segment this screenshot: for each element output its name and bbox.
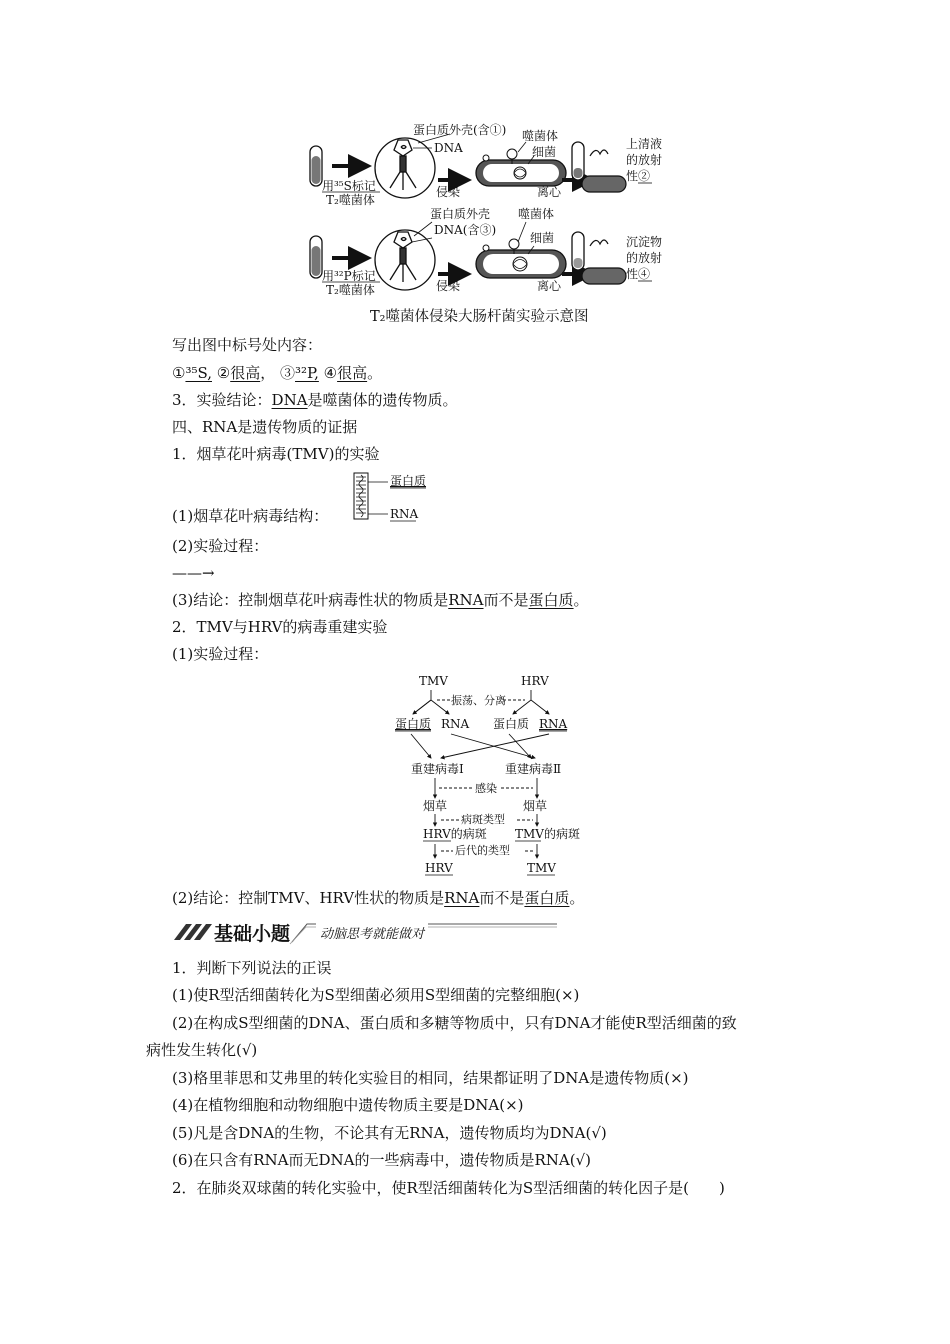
svg-text:离心: 离心 <box>537 279 562 293</box>
tmv-structure-label: (1)烟草花叶病毒结构： <box>172 507 329 525</box>
statement-2-line-1: (2)在构成S型细菌的DNA、蛋白质和多糖等物质中，只有DNA才能使R型活细菌的致 <box>172 1014 737 1032</box>
svg-text:噬菌体: 噬菌体 <box>518 207 555 221</box>
tmv-conclusion-answer-1: RNA <box>448 591 484 609</box>
statement-6: (6)在只含有RNA而无DNA的一些病毒中，遗传物质是RNA(√) <box>172 1151 591 1169</box>
statement-1: (1)使R型活细菌转化为S型细菌必须用S型细菌的完整细胞(×) <box>172 986 580 1004</box>
svg-text:性④: 性④ <box>626 267 651 281</box>
svg-text:DNA: DNA <box>434 141 463 155</box>
svg-text:噬菌体: 噬菌体 <box>522 129 559 143</box>
reconstructed-virus-2: 重建病毒Ⅱ <box>505 762 562 776</box>
question-1: 1．判断下列说法的正误 <box>172 959 332 977</box>
conclusion-answer: DNA <box>271 391 308 409</box>
answer-label-4: ④ <box>318 364 338 382</box>
svg-text:蛋白质外壳: 蛋白质外壳 <box>430 207 491 221</box>
process-label: (2)实验过程： <box>172 537 269 555</box>
svg-text:侵染: 侵染 <box>436 279 461 293</box>
tobacco-1: 烟草 <box>423 799 448 813</box>
svg-text:T₂噬菌体: T₂噬菌体 <box>326 193 375 207</box>
offspring-1: HRV <box>425 861 453 875</box>
reconstruction-process-label: (1)实验过程： <box>172 645 269 663</box>
row1-centrifuge-tube-icon <box>572 142 608 180</box>
reconstructed-virus-1: 重建病毒Ⅰ <box>411 762 464 776</box>
svg-text:T₂噬菌体: T₂噬菌体 <box>326 283 375 297</box>
reconstruction-answer-2: 蛋白质 <box>524 889 570 907</box>
hrv-label: HRV <box>521 674 549 688</box>
lesion-type-label: 病斑类型 <box>461 813 505 826</box>
row2-sediment-icon <box>582 268 626 284</box>
answer-2: 很高 <box>230 364 261 382</box>
answer-label-3: ， ③ <box>260 364 296 382</box>
svg-text:细菌: 细菌 <box>530 231 555 245</box>
svg-text:侵染: 侵染 <box>436 185 461 199</box>
offspring-type-label: 后代的类型 <box>455 844 510 857</box>
tmv-label: TMV <box>419 674 448 688</box>
lesion-1: HRV的病斑 <box>423 827 487 841</box>
tmv-rna-label: RNA <box>390 507 419 521</box>
tmv-rna: RNA <box>441 717 470 731</box>
answer-label-1: ① <box>172 364 186 382</box>
statement-5: (5)凡是含DNA的生物，不论其有无RNA，遗传物质均为DNA(√) <box>172 1124 607 1142</box>
statement-3: (3)格里菲思和艾弗里的转化实验目的相同，结果都证明了DNA是遗传物质(×) <box>172 1069 689 1087</box>
svg-text:上清液: 上清液 <box>626 137 663 151</box>
text-line-1: 写出图中标号处内容： <box>172 336 323 354</box>
row1-test-tube-icon <box>310 146 322 186</box>
statement-4: (4)在植物细胞和动物细胞中遗传物质主要是DNA(×) <box>172 1096 524 1114</box>
svg-text:用³⁵S标记: 用³⁵S标记 <box>322 179 376 193</box>
virus-reconstruction-diagram <box>385 670 595 880</box>
answer-4: 很高 <box>337 364 368 382</box>
section-heading-4: 四、RNA是遗传物质的证据 <box>172 418 358 436</box>
tmv-protein: 蛋白质 <box>395 717 432 731</box>
statement-2-line-2: 病性发生转化(√) <box>146 1041 258 1059</box>
tmv-protein-label: 蛋白质 <box>390 474 427 488</box>
section-subtitle: 动脑思考就能做对 <box>316 923 428 942</box>
answer-3: ³²P, <box>295 364 319 382</box>
svg-text:的放射: 的放射 <box>626 153 663 167</box>
hrv-rna: RNA <box>539 717 568 731</box>
svg-text:离心: 离心 <box>537 185 562 199</box>
hrv-protein: 蛋白质 <box>493 717 530 731</box>
phage-infection-diagram <box>300 118 680 303</box>
svg-text:蛋白质外壳(含①): 蛋白质外壳(含①) <box>413 123 507 137</box>
row1-sediment-icon <box>582 176 626 192</box>
svg-text:用³²P标记: 用³²P标记 <box>322 269 376 283</box>
tobacco-2: 烟草 <box>523 799 548 813</box>
tmv-structure-diagram <box>352 470 432 524</box>
offspring-2: TMV <box>527 861 556 875</box>
shake-separate-label: 振荡、分离 <box>451 694 506 707</box>
answer-label-2: ② <box>212 364 231 382</box>
process-arrow: ——→ <box>172 564 215 582</box>
section-banner <box>172 918 557 946</box>
tmv-conclusion: (3)结论：控制烟草花叶病毒性状的物质是RNA而不是蛋白质。 <box>172 591 589 609</box>
section-title: 基础小题 <box>214 923 291 945</box>
row2-centrifuge-tube-icon <box>572 232 608 270</box>
answer-1: ³⁵S, <box>185 364 212 382</box>
question-2: 2．在肺炎双球菌的转化实验中，使R型活细菌转化为S型活细菌的转化因子是( ) <box>172 1179 725 1197</box>
svg-text:DNA(含③): DNA(含③) <box>434 223 497 237</box>
reconstruction-conclusion: (2)结论：控制TMV、HRV性状的物质是RNA而不是蛋白质。 <box>172 889 585 907</box>
subheading-reconstruction: 2．TMV与HRV的病毒重建实验 <box>172 618 388 636</box>
figure1-caption: T₂噬菌体侵染大肠杆菌实验示意图 <box>370 309 589 325</box>
svg-text:细菌: 细菌 <box>532 145 557 159</box>
row2-test-tube-icon <box>310 236 322 278</box>
infect-label: 感染 <box>475 782 497 795</box>
lesion-2: TMV的病斑 <box>515 827 580 841</box>
answers-line: ①³⁵S, ②很高， ③³²P, ④很高。 <box>172 364 383 382</box>
svg-text:的放射: 的放射 <box>626 251 663 265</box>
svg-text:性②: 性② <box>626 169 651 183</box>
subheading-tmv: 1．烟草花叶病毒(TMV)的实验 <box>172 445 380 463</box>
svg-text:沉淀物: 沉淀物 <box>626 235 663 249</box>
reconstruction-answer-1: RNA <box>444 889 480 907</box>
conclusion-line: 3．实验结论：DNA是噬菌体的遗传物质。 <box>172 391 458 409</box>
tmv-conclusion-answer-2: 蛋白质 <box>528 591 574 609</box>
